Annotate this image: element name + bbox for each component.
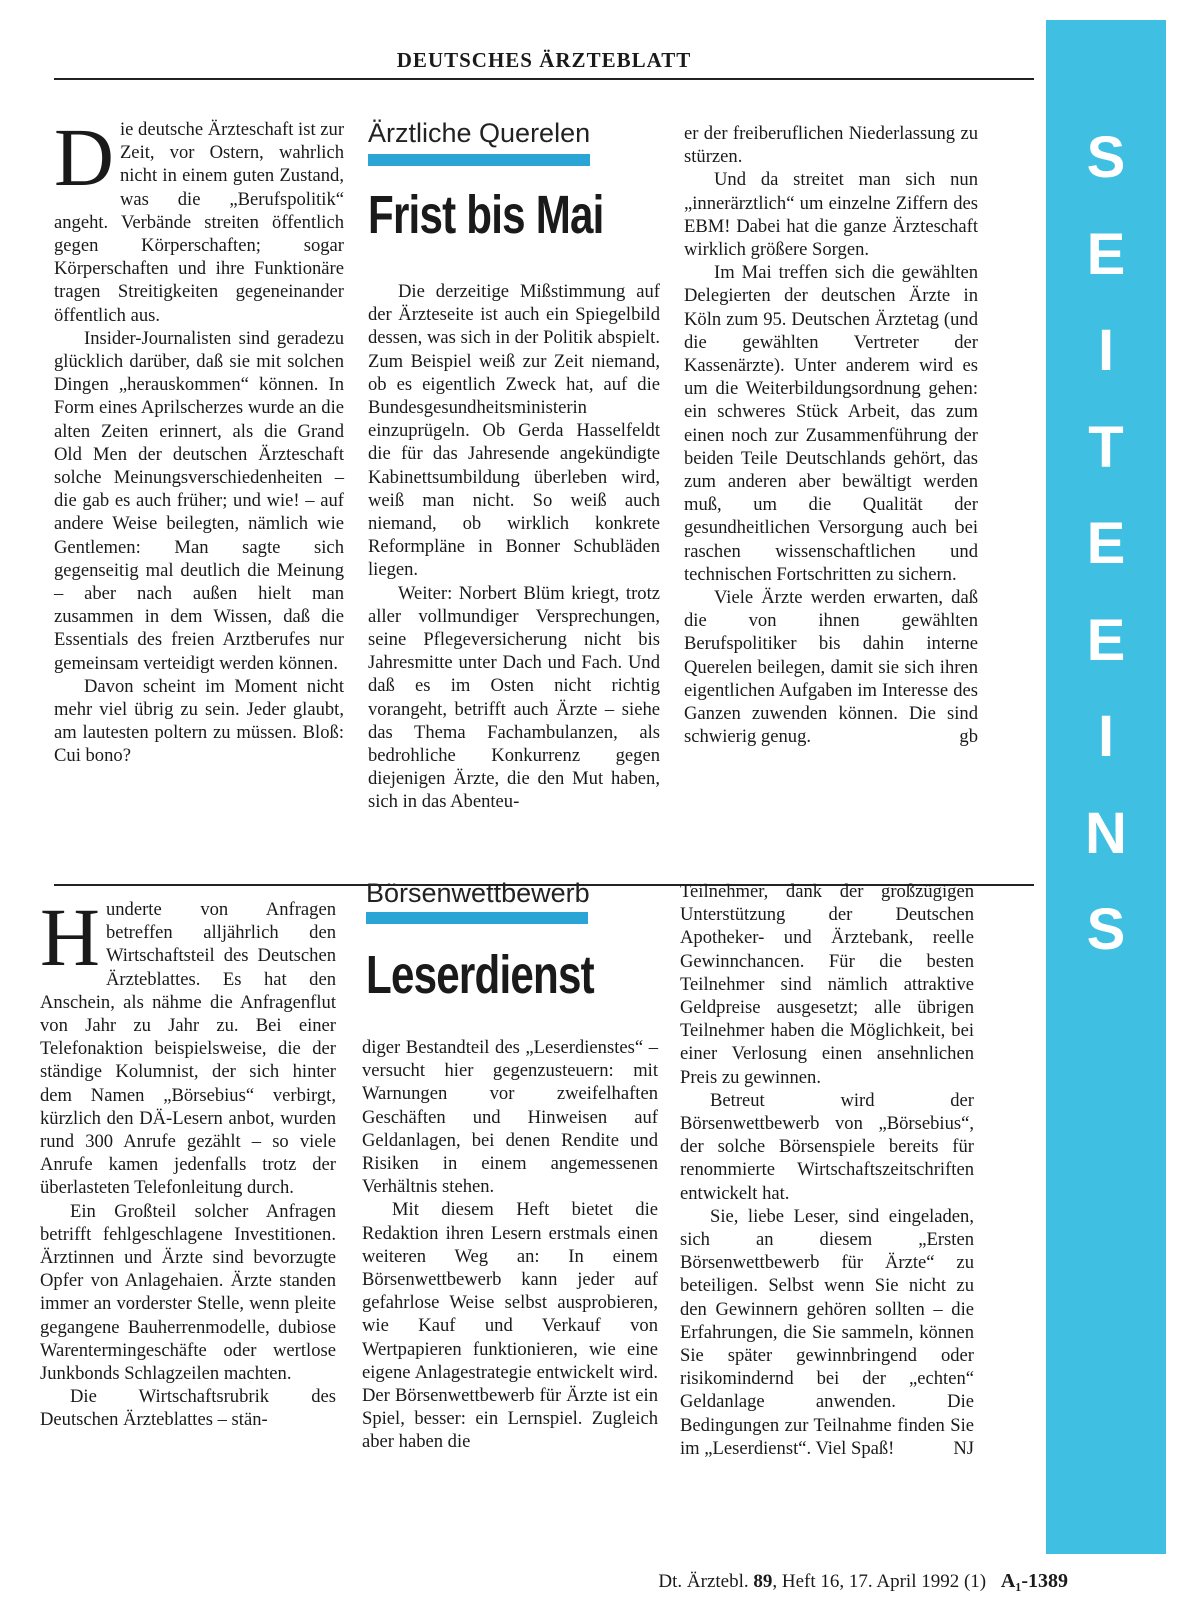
article1-col2-p2: Weiter: Norbert Blüm kriegt, trotz aller vollmundiger Versprechungen, seine Pflegeversicherung nicht bis Jahresmitte unter Dach und Fach. Und daß es im Osten nicht richtig vorangeht, betrifft auch Ärzte – siehe das Thema Fachambulanzen, als bedrohliche Konkurrenz gegen diejenigen Ärzte, die den Mut haben, sich in das Abenteu-: [368, 582, 660, 813]
article1-col3-p1: er der freiberuflichen Niederlassung zu stürzen.: [684, 123, 978, 168]
top-rule: [54, 78, 1034, 80]
masthead: DEUTSCHES ÄRZTEBLATT: [396, 48, 692, 72]
article2-col2: [362, 1036, 658, 1454]
sidebar-letter: S: [1086, 125, 1126, 190]
article2-col1-p1: Hunderte von Anfragen betreffen alljährlich den Wirtschaftsteil des Deutschen Ärzteblattes. Es hat den Anschein, als nähme die Anfragenflut von Jahr zu Jahr zu. Bei einer Telefonaktion beispielsweise, die der ständige Kolumnist, der sich hinter dem Namen „Börsebius“ verbirgt, kürzlich den DÄ-Lesern anbot, wurden rund 300 Anrufe gezählt – so viele Anrufe kamen jedenfalls trotz der überlasteten Telefonleitung durch.: [40, 891, 336, 1199]
article1-col3-p2: Und da streitet man sich nun „innerärztlich“ um einzelne Ziffern des EBM! Dabei hat die ganze Ärzteschaft wirklich größere Sorgen.: [684, 169, 978, 261]
article2-col2-p2: Mit diesem Heft bietet die Redaktion ihren Lesern erstmals einen weiteren Weg an: In einem Börsenwettbewerb kann jeder auf gefahrlose Weise selbst ausprobieren, wie Kauf und Verkauf von Wertpapieren funktionieren, wie eine eigene Anlagestrategie entwickelt wird. Der Börsenwettbewerb für Ärzte ist ein Spiel, besser: ein Lernspiel. Zugleich aber haben die: [362, 1199, 658, 1453]
article2-col1: [40, 891, 336, 1432]
article2-col3-p3: Sie, liebe Leser, sind eingeladen, sich an diesem „Ersten Börsenwettbewerb für Ärzte“ zu beteiligen. Selbst wenn Sie nicht zu den Gewinnern gehören sollten – die Erfahrungen, die Sie sammeln, können Sie später gewinnbringend oder risikomindernd bei der „echten“ Geldanlage anwenden. Die Bedingungen zur Teilnahme finden Sie im „Leserdienst“. Viel Spaß! NJ: [680, 1205, 974, 1459]
article2-col2-p1: diger Bestandteil des „Leserdienstes“ – versucht hier gegenzusteuern: mit Warnungen vor zweifelhaften Geschäften und Hinweisen auf Geldanlagen, bei denen Rendite und Risiken in einem angemessenen Verhältnis stehen.: [362, 1037, 658, 1198]
article1-kicker-bar: [368, 154, 590, 166]
article2-col3: [680, 880, 974, 1460]
article2-col3-p1: Teilnehmer, dank der großzügigen Unterstützung der Deutschen Apotheker- und Ärztebank, reelle Gewinnchancen. Für die besten Teilnehmer sind nämlich attraktive Geldpreise ausgesetzt; alle übrigen Teilnehmer haben die Möglichkeit, bei einer Verlosung einen ansehnlichen Preis zu gewinnen.: [680, 881, 974, 1088]
sidebar-letter: T: [1088, 414, 1124, 480]
signature: gb: [959, 726, 978, 748]
sidebar-letter: E: [1086, 221, 1126, 287]
article1-col3-p3: Im Mai treffen sich die gewählten Delegierten der deutschen Ärzte in Köln zum 95. Deutschen Ärztetag (und die gewählten Vertreter der Kassenärzte). Unter anderem wird es um die Weiterbildungsordnung gehen: ein schweres Stück Arbeit, das zum einen noch zur Zusammenführung der beiden Teile Deutschlands gehört, das zum anderen aber bewältigt werden muß, um die Qualität der gesundheitlichen Versorgung auch bei raschen wissenschaftlichen und technischen Fortschritten zu sichern.: [684, 262, 978, 585]
dropcap: H: [40, 891, 100, 983]
sidebar-letter: E: [1086, 607, 1126, 673]
signature: NJ: [953, 1437, 974, 1459]
sidebar-letter: S: [1086, 897, 1126, 962]
article2-headline: Leserdienst: [366, 945, 594, 1005]
article1-col1-p3: Davon scheint im Moment nicht mehr viel übrig zu sein. Jeder glaubt, am lautesten poltern zu müssen. Bloß: Cui bono?: [54, 675, 344, 767]
footer-citation: Dt. Ärztebl. 89, Heft 16, 17. April 1992 (1) A₁-1389: [658, 1570, 1068, 1592]
article1-col3: [684, 122, 978, 748]
sidebar-letter: E: [1086, 511, 1126, 576]
article1-col1-p2: Insider-Journalisten sind geradezu glücklich darüber, daß sie mit solchen Dingen „herauskommen“ können. In Form eines Aprilscherzes wurde an die alten Zeiten erinnert, als die Grand Old Men der deutschen Ärzteschaft solche Meinungsverschiedenheiten – die gab es auch früher; und wie! – auf andere Weise beilegten, nämlich wie Gentlemen: Man sagte sich gegenseitig mal deutlich die Meinung – aber nach außen hielt man zusammen in dem Wissen, daß die Essentials des freien Arztberufes nur gemeinsam verteidigt werden können.: [54, 327, 344, 674]
sidebar-letter: N: [1085, 800, 1127, 866]
article2-kicker-bar: [366, 912, 588, 924]
article2-kicker: Börsenwettbewerb: [366, 878, 590, 908]
page-number: A₁-1389: [1000, 1570, 1068, 1592]
article1-col3-p4: Viele Ärzte werden erwarten, daß die von ihnen gewählten Berufspolitiker bis dahin interne Querelen beilegen, damit sie sich ihren eigentlichen Aufgaben im Interesse des Ganzen zuwenden können. Die sind schwierig genug. gb: [684, 587, 978, 748]
article1-headline: Frist bis Mai: [368, 185, 604, 245]
sidebar-title: [1046, 110, 1166, 979]
article1-col2-p1: Die derzeitige Mißstimmung auf der Ärzteseite ist auch ein Spiegelbild dessen, was sich in der Politik abspielt. Zum Beispiel weiß zur Zeit niemand, ob es eigentlich Zweck hat, auf die Bundesgesundheitsministerin einzuprügeln. Ob Gerda Hasselfeldt die für das Jahresende angekündigte Kabinettsumbildung überleben wird, weiß man nicht. So weiß auch niemand, ob wirklich konkrete Reformpläne in Bonner Schubläden liegen.: [368, 281, 660, 581]
article2-col1-p2: Ein Großteil solcher Anfragen betrifft fehlgeschlagene Investitionen. Ärztinnen und Ärzte sind bevorzugte Opfer von Anlagehaien. Ärzte standen immer an vorderster Stelle, wenn pleite gegangene Bauherrenmodelle, dubiose Warentermingeschäfte oder wertlose Junkbonds Schlagzeilen machten.: [40, 1200, 336, 1385]
sidebar-letter: I: [1097, 318, 1115, 383]
article2-col1-p3: Die Wirtschaftsrubrik des Deutschen Ärzteblattes – stän-: [40, 1386, 336, 1431]
dropcap: D: [54, 111, 114, 203]
article1-kicker: Ärztliche Querelen: [368, 118, 591, 148]
article1-col2: [368, 280, 660, 814]
article1-col1: [54, 111, 345, 768]
sidebar-letter: I: [1097, 704, 1115, 769]
article1-col1-p1: Die deutsche Ärzteschaft ist zur Zeit, vor Ostern, wahrlich nicht in einem guten Zustand, was die „Berufspolitik“ angeht. Verbände streiten öffentlich gegen Körperschaften; sogar Körperschaften und ihre Funktionäre tragen Streitigkeiten gegeneinander öffentlich aus.: [54, 111, 345, 326]
article2-col3-p2: Betreut wird der Börsenwettbewerb von „Börsebius“, der solche Börsenspiele bereits für renommierte Wirtschaftszeitschriften entwickelt hat.: [680, 1089, 974, 1204]
